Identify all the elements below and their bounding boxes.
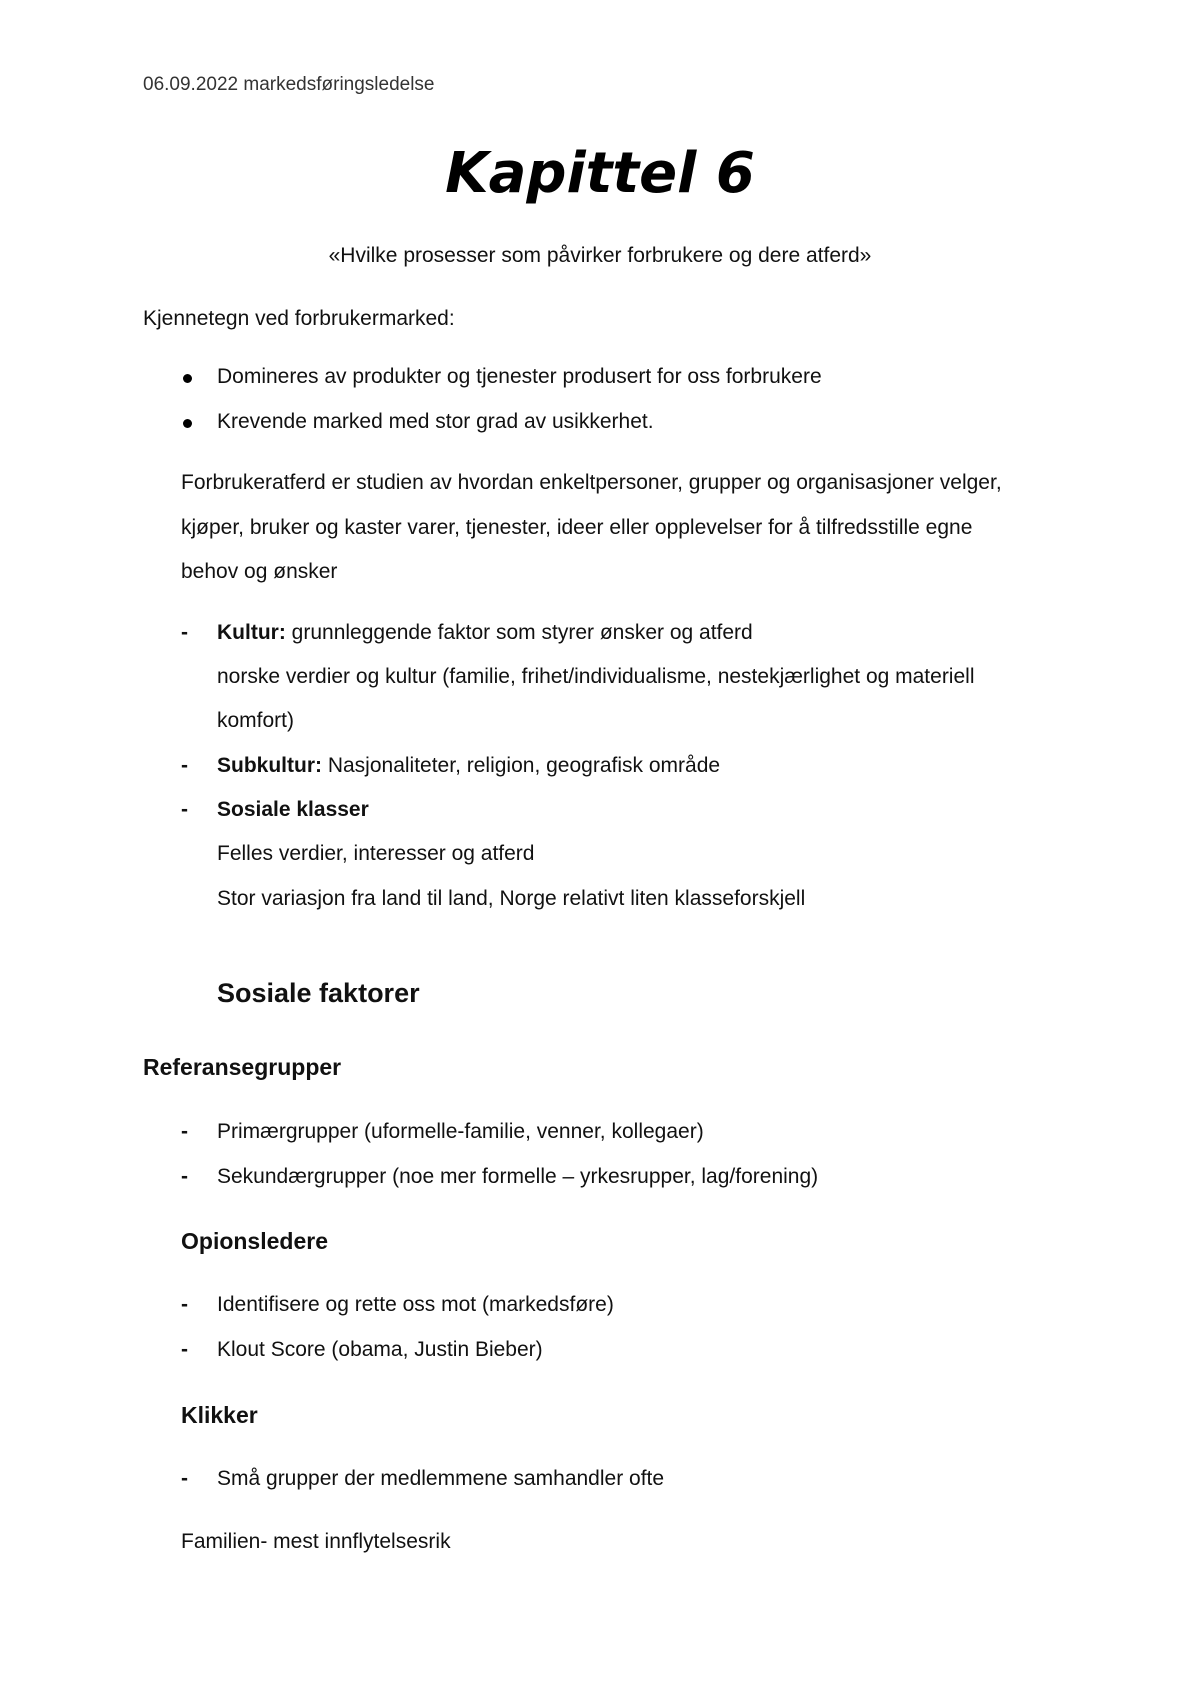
list-item: Sekundærgrupper (noe mer formelle – yrkesrupper, lag/forening) — [217, 1165, 819, 1188]
dash-marker: - — [181, 1165, 188, 1188]
term-sosiale-klasser: Sosiale klasser — [217, 798, 369, 821]
heading-referansegrupper: Referansegrupper — [143, 1054, 342, 1080]
dash-marker: - — [181, 621, 188, 644]
familien-line: Familien- mest innflytelsesrik — [181, 1530, 451, 1553]
list-item: Primærgrupper (uformelle-familie, venner, kollegaer) — [217, 1120, 704, 1143]
dash-marker: - — [181, 1338, 188, 1361]
intro-label: Kjennetegn ved forbrukermarked: — [143, 307, 455, 330]
sosiale-klasser-line-2: Felles verdier, interesser og atferd — [217, 842, 535, 865]
dash-marker: - — [181, 754, 188, 777]
heading-opionsledere: Opionsledere — [181, 1228, 328, 1254]
term-subkultur: Subkultur: — [217, 754, 322, 777]
heading-sosiale-faktorer: Sosiale faktorer — [217, 978, 420, 1008]
dash-marker: - — [181, 1467, 188, 1490]
sosiale-klasser-line-3: Stor variasjon fra land til land, Norge relativt liten klasseforskjell — [217, 887, 806, 910]
bullet-item: Domineres av produkter og tjenester produsert for oss forbrukere — [217, 365, 822, 388]
header-date-course: 06.09.2022 markedsføringsledelse — [143, 74, 435, 95]
dash-marker: - — [181, 1120, 188, 1143]
bullet-dot — [183, 374, 192, 383]
heading-klikker: Klikker — [181, 1402, 258, 1428]
dash-marker: - — [181, 798, 188, 821]
dash-marker: - — [181, 1293, 188, 1316]
kultur-line-3: komfort) — [217, 709, 295, 732]
bullet-item: Krevende marked med stor grad av usikkerhet. — [217, 410, 654, 433]
kultur-description: grunnleggende faktor som styrer ønsker og atferd — [285, 621, 753, 644]
list-item: Klout Score (obama, Justin Bieber) — [217, 1338, 543, 1361]
definition-line: kjøper, bruker og kaster varer, tjenester, ideer eller opplevelser for å tilfredsstille egne — [181, 516, 973, 539]
subtitle-quote: «Hvilke prosesser som påvirker forbrukere og dere atferd» — [328, 244, 872, 267]
page-title: Kapittel 6 — [445, 141, 755, 206]
definition-line: Forbrukeratferd er studien av hvordan enkeltpersoner, grupper og organisasjoner velger, — [181, 471, 1002, 494]
definition-line: behov og ønsker — [181, 560, 338, 583]
list-item-subkultur — [217, 754, 720, 778]
list-item: Identifisere og rette oss mot (markedsføre) — [217, 1293, 614, 1316]
bullet-dot — [183, 419, 192, 428]
list-item: Små grupper der medlemmene samhandler ofte — [217, 1467, 665, 1490]
kultur-line-2: norske verdier og kultur (familie, frihet/individualisme, nestekjærlighet og materiell — [217, 665, 975, 688]
term-kultur: Kultur: — [217, 621, 286, 644]
list-item-kultur — [217, 621, 753, 645]
subkultur-description: Nasjonaliteter, religion, geografisk område — [322, 754, 721, 777]
